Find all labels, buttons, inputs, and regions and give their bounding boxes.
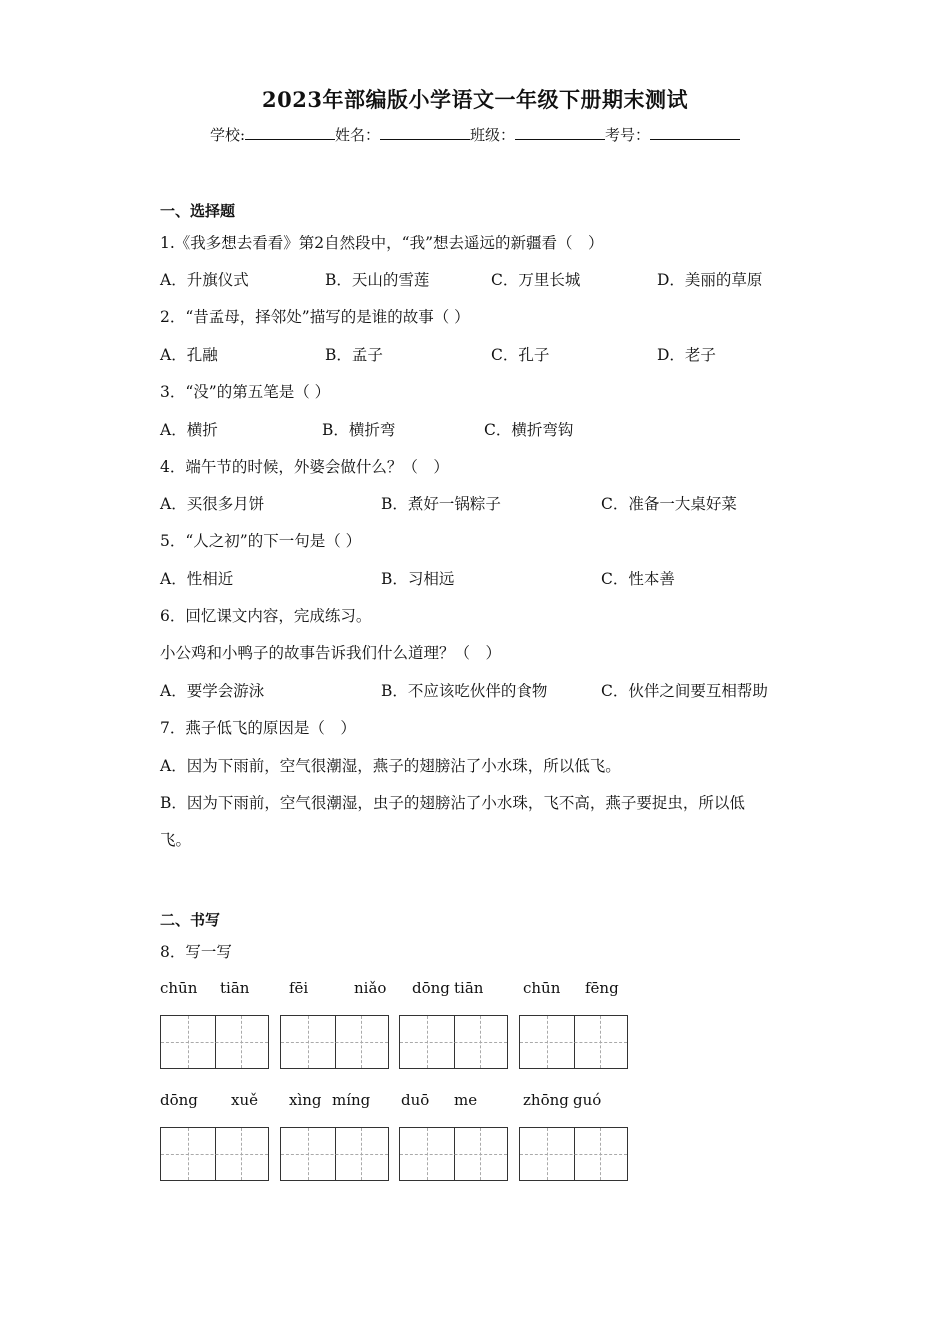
writing-grid-box[interactable] [519, 1127, 628, 1181]
student-info-line [0, 124, 950, 145]
class-blank[interactable] [515, 125, 605, 140]
q7-option-a[interactable]: A．因为下雨前，空气很潮湿，燕子的翅膀沾了小水珠，所以低飞。 [160, 757, 621, 775]
name-label: 姓名： [335, 126, 381, 144]
pinyin: míng [332, 1091, 371, 1109]
school-blank[interactable] [245, 125, 335, 140]
section-heading-writing: 二、书写 [160, 911, 221, 929]
question-1: 1.《我多想去看看》第2自然段中，“我”想去遥远的新疆看（ ） [160, 234, 604, 252]
question-8: 8．写一写 [160, 943, 232, 961]
q6-option-a[interactable]: A．要学会游泳 [160, 682, 265, 700]
q3-option-c[interactable]: C．横折弯钩 [484, 421, 574, 439]
exam-number-blank[interactable] [650, 125, 740, 140]
q3-option-a[interactable]: A．横折 [160, 421, 218, 439]
writing-grid-box[interactable] [280, 1015, 389, 1069]
pinyin: dōng [412, 979, 450, 997]
q5-option-a[interactable]: A．性相近 [160, 570, 234, 588]
pinyin: zhōng [523, 1091, 569, 1109]
q4-option-b[interactable]: B．煮好一锅粽子 [381, 495, 501, 513]
pinyin: chūn [523, 979, 561, 997]
question-3: 3．“没”的第五笔是（ ） [160, 383, 331, 401]
q5-option-c[interactable]: C．性本善 [601, 570, 675, 588]
section-heading-choice: 一、选择题 [160, 202, 236, 220]
writing-grid-box[interactable] [160, 1015, 269, 1069]
question-2: 2．“昔孟母，择邻处”描写的是谁的故事（ ） [160, 308, 470, 326]
q6-option-c[interactable]: C．伙伴之间要互相帮助 [601, 682, 768, 700]
q7-option-b-continued: 飞。 [160, 831, 192, 849]
pinyin: guó [573, 1091, 602, 1109]
exam-number-label: 考号： [605, 126, 651, 144]
q2-option-d[interactable]: D．老子 [657, 346, 716, 364]
pinyin: xuě [231, 1091, 258, 1109]
class-label: 班级： [470, 126, 516, 144]
question-7: 7．燕子低飞的原因是（ ） [160, 719, 356, 737]
pinyin: dōng [160, 1091, 198, 1109]
pinyin: fēi [289, 979, 309, 997]
name-blank[interactable] [380, 125, 470, 140]
pinyin: xìng [289, 1091, 322, 1109]
q2-option-c[interactable]: C．孔子 [491, 346, 550, 364]
pinyin: tiān [220, 979, 250, 997]
q2-option-a[interactable]: A．孔融 [160, 346, 218, 364]
school-label: 学校: [209, 126, 245, 144]
question-5: 5．“人之初”的下一句是（ ） [160, 532, 362, 550]
q1-option-c[interactable]: C．万里长城 [491, 271, 581, 289]
q6-option-b[interactable]: B．不应该吃伙伴的食物 [381, 682, 548, 700]
q1-option-a[interactable]: A．升旗仪式 [160, 271, 249, 289]
q5-option-b[interactable]: B．习相远 [381, 570, 455, 588]
writing-grid-box[interactable] [399, 1015, 508, 1069]
page-title: 2023年部编版小学语文一年级下册期末测试 [262, 87, 688, 112]
pinyin: duō [401, 1091, 430, 1109]
q1-option-d[interactable]: D．美丽的草原 [657, 271, 763, 289]
q7-option-b[interactable]: B．因为下雨前，空气很潮湿，虫子的翅膀沾了小水珠，飞不高，燕子要捉虫，所以低 [160, 794, 745, 812]
pinyin: chūn [160, 979, 198, 997]
writing-grid-box[interactable] [280, 1127, 389, 1181]
pinyin: me [454, 1091, 478, 1109]
writing-grid-box[interactable] [519, 1015, 628, 1069]
q1-option-b[interactable]: B．天山的雪莲 [325, 271, 430, 289]
question-6-sub: 小公鸡和小鸭子的故事告诉我们什么道理？（ ） [160, 644, 502, 662]
question-6: 6．回忆课文内容，完成练习。 [160, 607, 372, 625]
q4-option-a[interactable]: A．买很多月饼 [160, 495, 265, 513]
pinyin: niǎo [354, 979, 387, 997]
pinyin: tiān [454, 979, 484, 997]
q2-option-b[interactable]: B．孟子 [325, 346, 383, 364]
q3-option-b[interactable]: B．横折弯 [322, 421, 396, 439]
question-4: 4．端午节的时候，外婆会做什么？（ ） [160, 458, 449, 476]
writing-grid-box[interactable] [399, 1127, 508, 1181]
pinyin: fēng [585, 979, 619, 997]
q4-option-c[interactable]: C．准备一大桌好菜 [601, 495, 737, 513]
writing-grid-box[interactable] [160, 1127, 269, 1181]
